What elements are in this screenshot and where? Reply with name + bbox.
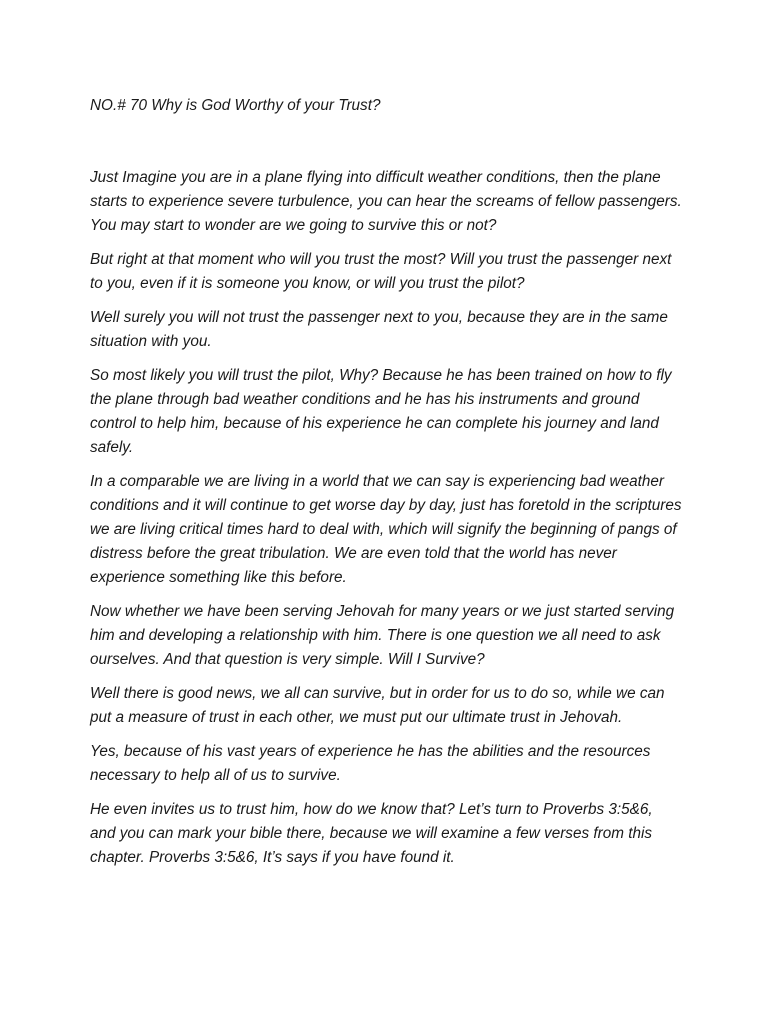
- paragraph-good-news: Well there is good news, we all can survive, but in order for us to do so, while we can put a measure of trust in each other, we must put our ultimate trust in Jehovah.: [90, 685, 665, 726]
- document-title: NO.# 70 Why is God Worthy of your Trust?: [90, 97, 381, 114]
- paragraph-passenger: Well surely you will not trust the passenger next to you, because they are in the same situation with you.: [90, 309, 668, 350]
- paragraph-proverbs: He even invites us to trust him, how do we know that? Let’s turn to Proverbs 3:5&6, and you can mark your bible there, because we will examine a few verses from this chapter. Proverbs 3:5&6, It’s says if you have found it.: [90, 801, 653, 866]
- paragraph-who-to-trust: But right at that moment who will you trust the most? Will you trust the passenger next to you, even if it is someone you know, or will you trust the pilot?: [90, 251, 672, 292]
- document-body: [90, 94, 682, 880]
- paragraph-experience: Yes, because of his vast years of experience he has the abilities and the resources necessary to help all of us to survive.: [90, 743, 651, 784]
- paragraph-will-i-survive: Now whether we have been serving Jehovah for many years or we just started serving him and developing a relationship with him. There is one question we all need to ask ourselves. And that question is very simple. Will I Survive?: [90, 603, 675, 668]
- paragraph-pilot: So most likely you will trust the pilot, Why? Because he has been trained on how to fly the plane through bad weather conditions and he has his instruments and ground control to help him, because of his experience he can complete his journey and land safely.: [90, 367, 672, 456]
- paragraph-plane-scenario: Just Imagine you are in a plane flying into difficult weather conditions, then the plane starts to experience severe turbulence, you can hear the screams of fellow passengers. You may start to wonder are we going to survive this or not?: [90, 169, 682, 234]
- paragraph-comparable-world: In a comparable we are living in a world that we can say is experiencing bad weather conditions and it will continue to get worse day by day, just has foretold in the scriptures we are living critical times hard to deal with, which will signify the beginning of pangs of distress before the great tribulation. We are even told that the world has never experience something like this before.: [90, 473, 682, 586]
